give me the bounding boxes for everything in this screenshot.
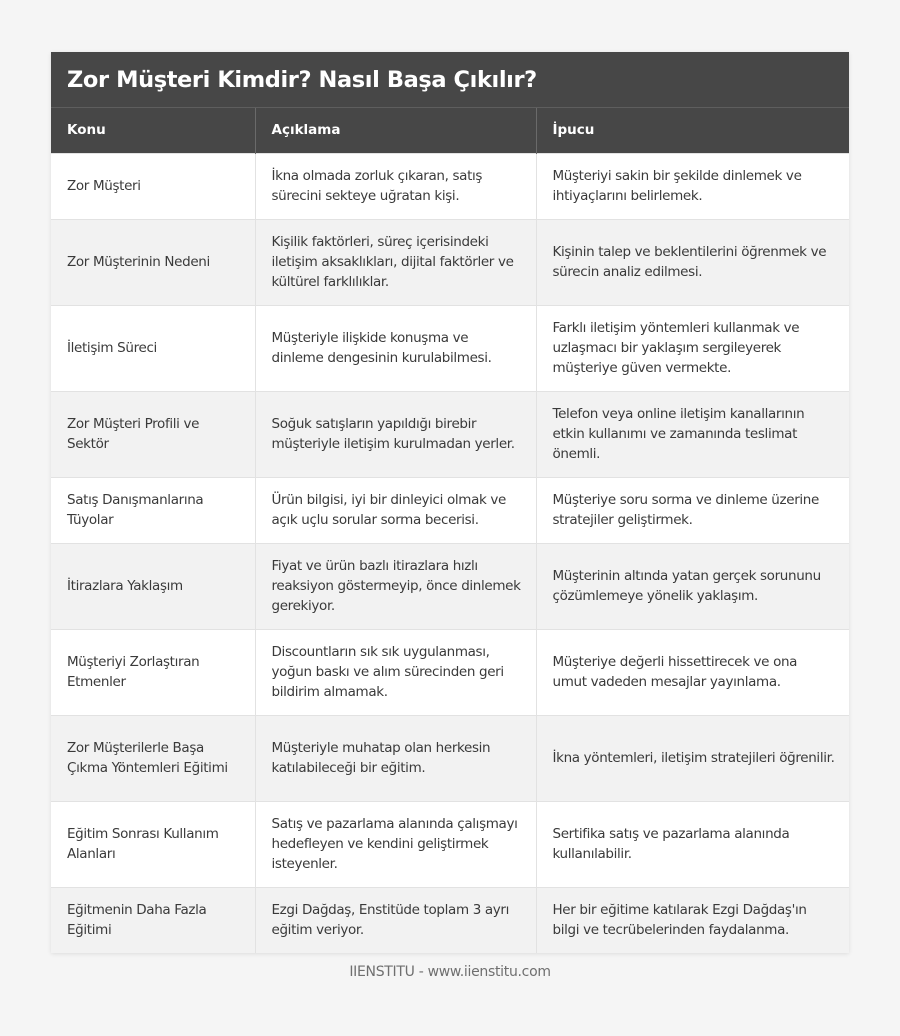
cell-aciklama: Kişilik faktörleri, süreç içerisindeki iletişim aksaklıkları, dijital faktörler ve kültürel farklılıklar.: [255, 219, 536, 305]
cell-aciklama: Fiyat ve ürün bazlı itirazlara hızlı reaksiyon göstermeyip, önce dinlemek gerekiyor.: [255, 543, 536, 629]
cell-konu: Eğitmenin Daha Fazla Eğitimi: [51, 887, 255, 953]
column-header-konu: Konu: [51, 108, 255, 153]
table-row: [51, 801, 849, 887]
cell-konu: Zor Müşterinin Nedeni: [51, 219, 255, 305]
cell-aciklama: Ezgi Dağdaş, Enstitüde toplam 3 ayrı eğitim veriyor.: [255, 887, 536, 953]
page-title: Zor Müşteri Kimdir? Nasıl Başa Çıkılır?: [67, 66, 537, 93]
cell-konu: İletişim Süreci: [51, 305, 255, 391]
table-row: [51, 629, 849, 715]
cell-aciklama: Ürün bilgisi, iyi bir dinleyici olmak ve açık uçlu sorular sorma becerisi.: [255, 477, 536, 543]
table-row: [51, 219, 849, 305]
title-bar: [51, 52, 849, 108]
cell-konu: Eğitim Sonrası Kullanım Alanları: [51, 801, 255, 887]
cell-konu: Zor Müşteri: [51, 153, 255, 219]
table-row: [51, 391, 849, 477]
column-header-ipucu: İpucu: [536, 108, 849, 153]
cell-ipucu: Her bir eğitime katılarak Ezgi Dağdaş'ın bilgi ve tecrübelerinden faydalanma.: [536, 887, 849, 953]
cell-aciklama: Satış ve pazarlama alanında çalışmayı hedefleyen ve kendini geliştirmek isteyenler.: [255, 801, 536, 887]
table-row: [51, 153, 849, 219]
footer-credit: IIENSTITU - www.iienstitu.com: [349, 964, 551, 980]
table-header-row: [51, 108, 849, 153]
cell-ipucu: Farklı iletişim yöntemleri kullanmak ve uzlaşmacı bir yaklaşım sergileyerek müşteriye güven vermekte.: [536, 305, 849, 391]
cell-ipucu: Müşteriye soru sorma ve dinleme üzerine stratejiler geliştirmek.: [536, 477, 849, 543]
cell-ipucu: Kişinin talep ve beklentilerini öğrenmek ve sürecin analiz edilmesi.: [536, 219, 849, 305]
table-row: [51, 887, 849, 953]
cell-aciklama: Discountların sık sık uygulanması, yoğun baskı ve alım sürecinden geri bildirim almamak.: [255, 629, 536, 715]
table-row: [51, 715, 849, 801]
cell-ipucu: Müşterinin altında yatan gerçek sorununu çözümlemeye yönelik yaklaşım.: [536, 543, 849, 629]
cell-konu: Müşteriyi Zorlaştıran Etmenler: [51, 629, 255, 715]
cell-konu: İtirazlara Yaklaşım: [51, 543, 255, 629]
info-table-card: [51, 52, 849, 953]
cell-ipucu: Müşteriyi sakin bir şekilde dinlemek ve ihtiyaçlarını belirlemek.: [536, 153, 849, 219]
info-table: [51, 108, 849, 953]
cell-aciklama: Müşteriyle ilişkide konuşma ve dinleme dengesinin kurulabilmesi.: [255, 305, 536, 391]
cell-konu: Zor Müşterilerle Başa Çıkma Yöntemleri Eğitimi: [51, 715, 255, 801]
cell-ipucu: Sertifika satış ve pazarlama alanında kullanılabilir.: [536, 801, 849, 887]
cell-konu: Satış Danışmanlarına Tüyolar: [51, 477, 255, 543]
cell-aciklama: İkna olmada zorluk çıkaran, satış sürecini sekteye uğratan kişi.: [255, 153, 536, 219]
cell-ipucu: Telefon veya online iletişim kanallarının etkin kullanımı ve zamanında teslimat önemli.: [536, 391, 849, 477]
table-row: [51, 305, 849, 391]
table-row: [51, 543, 849, 629]
cell-ipucu: İkna yöntemleri, iletişim stratejileri öğrenilir.: [536, 715, 849, 801]
table-row: [51, 477, 849, 543]
cell-aciklama: Müşteriyle muhatap olan herkesin katılabileceği bir eğitim.: [255, 715, 536, 801]
cell-konu: Zor Müşteri Profili ve Sektör: [51, 391, 255, 477]
cell-ipucu: Müşteriye değerli hissettirecek ve ona umut vadeden mesajlar yayınlama.: [536, 629, 849, 715]
cell-aciklama: Soğuk satışların yapıldığı birebir müşteriyle iletişim kurulmadan yerler.: [255, 391, 536, 477]
column-header-aciklama: Açıklama: [255, 108, 536, 153]
